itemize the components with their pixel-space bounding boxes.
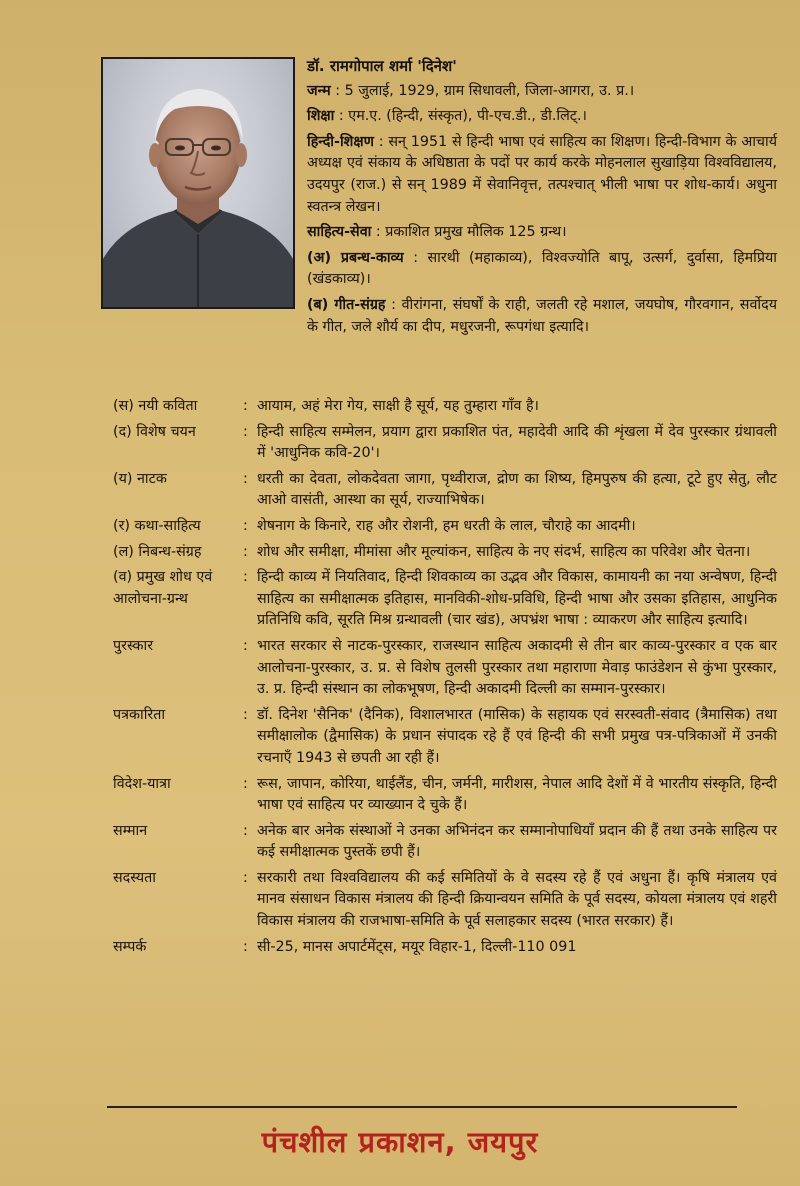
- list-text: सरकारी तथा विश्वविद्यालय की कई समितियों के वे सदस्य रहे हैं एवं अधुना हैं। कृषि मंत्रालय एवं मानव संसाधन विकास मंत्रालय की हिन्दी क्रियान्वयन समिति के पूर्व सदस्य, कोयला मंत्रालय एवं शहरी विकास मंत्रालय की राजभाषा-समिति के पूर्व सलाहकार सदस्य (भारत सरकार) हैं।: [257, 869, 777, 930]
- list-colon: :: [243, 543, 248, 560]
- list-text: डॉ. दिनेश 'सैनिक' (दैनिक), विशालभारत (मासिक) के सहायक एवं सरस्वती-संवाद (त्रैमासिक) तथा समीक्षालोक (द्वैमासिक) के प्रधान संपादक रहे हैं एवं हिन्दी की सभी प्रमुख पत्र-पत्रिकाओं में उनकी रचनाएँ 1943 से छपती आ रही हैं।: [257, 706, 777, 766]
- list-text: हिन्दी साहित्य सम्मेलन, प्रयाग द्वारा प्रकाशित पंत, महादेवी आदि की शृंखला में देव पुरस्कार ग्रंथावली में 'आधुनिक कवि-20'।: [257, 423, 777, 462]
- bio-text: 5 जुलाई, 1929, ग्राम सिधावली, जिला-आगरा, उ. प्र.।: [344, 82, 635, 99]
- list-colon: :: [243, 869, 248, 886]
- list-label: सम्मान: [113, 822, 148, 839]
- bio-key: शिक्षा: [307, 108, 335, 125]
- list-text: शेषनाग के किनारे, राह और रोशनी, हम धरती के लाल, चौराहे का आदमी।: [257, 517, 636, 534]
- list-label: विदेश-यात्रा: [113, 775, 171, 792]
- author-name: डॉ. रामगोपाल शर्मा 'दिनेश': [307, 57, 457, 75]
- list-label: सदस्यता: [113, 869, 156, 886]
- list-text: हिन्दी काव्य में नियतिवाद, हिन्दी शिवकाव्य का उद्भव और विकास, कामायनी का नया अन्वेषण, हिन्दी साहित्य का समीक्षात्मक इतिहास, मानविकी-शोध-प्रविधि, हिन्दी भाषा और उसका इतिहास, आधुनिक प्रतिनिधि कवि, सूरति मिश्र ग्रन्थावली (चार खंड), अपभ्रंश भाषा : व्याकरण और साहित्य इत्यादि।: [257, 569, 777, 629]
- list-item: [113, 937, 777, 959]
- list-label: (द) विशेष चयन: [113, 423, 196, 440]
- bio-item: शिक्षा : एम.ए. (हिन्दी, संस्कृत), पी-एच.डी., डी.लिट्.।: [307, 108, 587, 125]
- list-text: सी-25, मानस अपार्टमेंट्स, मयूर विहार-1, दिल्ली-110 091: [257, 938, 577, 955]
- bio-item: जन्म : 5 जुलाई, 1929, ग्राम सिधावली, जिला-आगरा, उ. प्र.।: [307, 82, 635, 99]
- list-item: [113, 567, 777, 632]
- list-label: पुरस्कार: [113, 637, 154, 654]
- list-colon: :: [243, 706, 248, 723]
- list-item: [113, 774, 777, 817]
- list-colon: :: [243, 822, 248, 839]
- bio-text: वीरांगना, संघर्षों के राही, जलती रहे मशाल, जयघोष, गौरवगान, सर्वोदय के गीत, जले शौर्य का दीप, मधुरजनी, रूपगंधा इत्यादि।: [307, 296, 777, 335]
- list-item: [113, 516, 777, 538]
- publisher-name: पंचशील प्रकाशन, जयपुर: [261, 1125, 539, 1159]
- bio-item: हिन्दी-शिक्षण : सन् 1951 से हिन्दी भाषा एवं साहित्य का शिक्षण। हिन्दी-विभाग के आचार्य अध्यक्ष एवं संकाय के अधिष्ठाता के पदों पर कार्य करके मोहनलाल सुखाड़िया विश्वविद्यालय, उदयपुर (राज.) से सन् 1989 में सेवानिवृत्त, तत्पश्चात् भीली भाषा पर शोध-कार्य। अधुना स्वतन्त्र लेखन।: [307, 133, 778, 215]
- list-item: [113, 705, 777, 770]
- author-portrait-image: [103, 59, 293, 307]
- list-label: (र) कथा-साहित्य: [113, 517, 201, 534]
- list-item: [113, 542, 777, 564]
- bio-key: हिन्दी-शिक्षण: [307, 133, 374, 150]
- list-colon: :: [243, 517, 248, 534]
- bio-key: (ब) गीत-संग्रह: [307, 296, 386, 313]
- bio-text: एम.ए. (हिन्दी, संस्कृत), पी-एच.डी., डी.लिट्.।: [348, 108, 587, 125]
- list-label: (स) नयी कविता: [113, 398, 198, 414]
- list-label: सम्पर्क: [113, 938, 147, 955]
- list-text: अनेक बार अनेक संस्थाओं ने उनका अभिनंदन कर सम्मानोपाधियाँ प्रदान की हैं तथा उनके साहित्य पर कई समीक्षात्मक पुस्तकें छपी हैं।: [257, 822, 777, 861]
- bio-item: (अ) प्रबन्ध-काव्य : सारथी (महाकाव्य), विश्वज्योति बापू, उत्सर्ग, दुर्वासा, हिमप्रिया (खंडकाव्य)।: [307, 249, 777, 288]
- bio-item: (ब) गीत-संग्रह : वीरांगना, संघर्षों के राही, जलती रहे मशाल, जयघोष, गौरवगान, सर्वोदय के गीत, जले शौर्य का दीप, मधुरजनी, रूपगंधा इत्यादि।: [307, 296, 777, 335]
- works-list: [113, 396, 777, 962]
- list-text: रूस, जापान, कोरिया, थाईलैंड, चीन, जर्मनी, मारीशस, नेपाल आदि देशों में वे भारतीय संस्कृति, हिन्दी भाषा एवं साहित्य पर व्याख्यान दे चुके हैं।: [257, 775, 777, 814]
- divider: [107, 1106, 737, 1108]
- author-details: [307, 56, 777, 342]
- bio-item: साहित्य-सेवा : प्रकाशित प्रमुख मौलिक 125 ग्रन्थ।: [307, 224, 567, 241]
- bio-text: सन् 1951 से हिन्दी भाषा एवं साहित्य का शिक्षण। हिन्दी-विभाग के आचार्य अध्यक्ष एवं संकाय के अधिष्ठाता के पदों पर कार्य करके मोहनलाल सुखाड़िया विश्वविद्यालय, उदयपुर (राज.) से सन् 1989 में सेवानिवृत्त, तत्पश्चात् भीली भाषा पर शोध-कार्य। अधुना स्वतन्त्र लेखन।: [307, 133, 778, 215]
- bio-text: सारथी (महाकाव्य), विश्वज्योति बापू, उत्सर्ग, दुर्वासा, हिमप्रिया (खंडकाव्य)।: [307, 249, 777, 288]
- bio-text: प्रकाशित प्रमुख मौलिक 125 ग्रन्थ।: [385, 224, 567, 241]
- author-photo: [101, 57, 295, 309]
- list-label: (व) प्रमुख शोध एवं आलोचना-ग्रन्थ: [113, 569, 213, 607]
- list-text: भारत सरकार से नाटक-पुरस्कार, राजस्थान साहित्य अकादमी से तीन बार काव्य-पुरस्कार व एक बार आलोचना-पुरस्कार, उ. प्र. से विशेष तुलसी पुरस्कार तथा महाराणा मेवाड़ फाउंडेशन से कुंभा पुरस्कार, उ. प्र. हिन्दी संस्थान का लोकभूषण, हिन्दी अकादमी दिल्ली का सम्मान-पुरस्कार।: [257, 637, 777, 698]
- list-text: धरती का देवता, लोकदेवता जागा, पृथ्वीराज, द्रोण का शिष्य, हिमपुरुष की हत्या, टूटे हुए सेतु, लौट आओ वासंती, आस्था का सूर्य, राज्याभिषेक।: [257, 470, 777, 509]
- bio-key: साहित्य-सेवा: [307, 224, 372, 241]
- list-label: (ल) निबन्ध-संग्रह: [113, 543, 202, 560]
- list-colon: :: [243, 470, 248, 487]
- list-colon: :: [243, 637, 248, 654]
- list-text: आयाम, अहं मेरा गेय, साक्षी है सूर्य, यह तुम्हारा गाँव है।: [257, 398, 539, 414]
- list-colon: :: [243, 398, 248, 414]
- list-item: [113, 396, 777, 418]
- list-colon: :: [243, 569, 248, 586]
- list-item: [113, 469, 777, 512]
- list-item: [113, 636, 777, 701]
- list-colon: :: [243, 423, 248, 440]
- bio-key: (अ) प्रबन्ध-काव्य: [307, 249, 404, 266]
- list-colon: :: [243, 938, 248, 955]
- list-colon: :: [243, 775, 248, 792]
- list-label: (य) नाटक: [113, 470, 167, 487]
- list-item: [113, 422, 777, 465]
- list-item: [113, 821, 777, 864]
- list-text: शोध और समीक्षा, मीमांसा और मूल्यांकन, साहित्य के नए संदर्भ, साहित्य का परिवेश और चेतना।: [257, 543, 751, 560]
- list-label: पत्रकारिता: [113, 706, 166, 723]
- list-item: [113, 868, 777, 933]
- bio-key: जन्म: [307, 82, 331, 99]
